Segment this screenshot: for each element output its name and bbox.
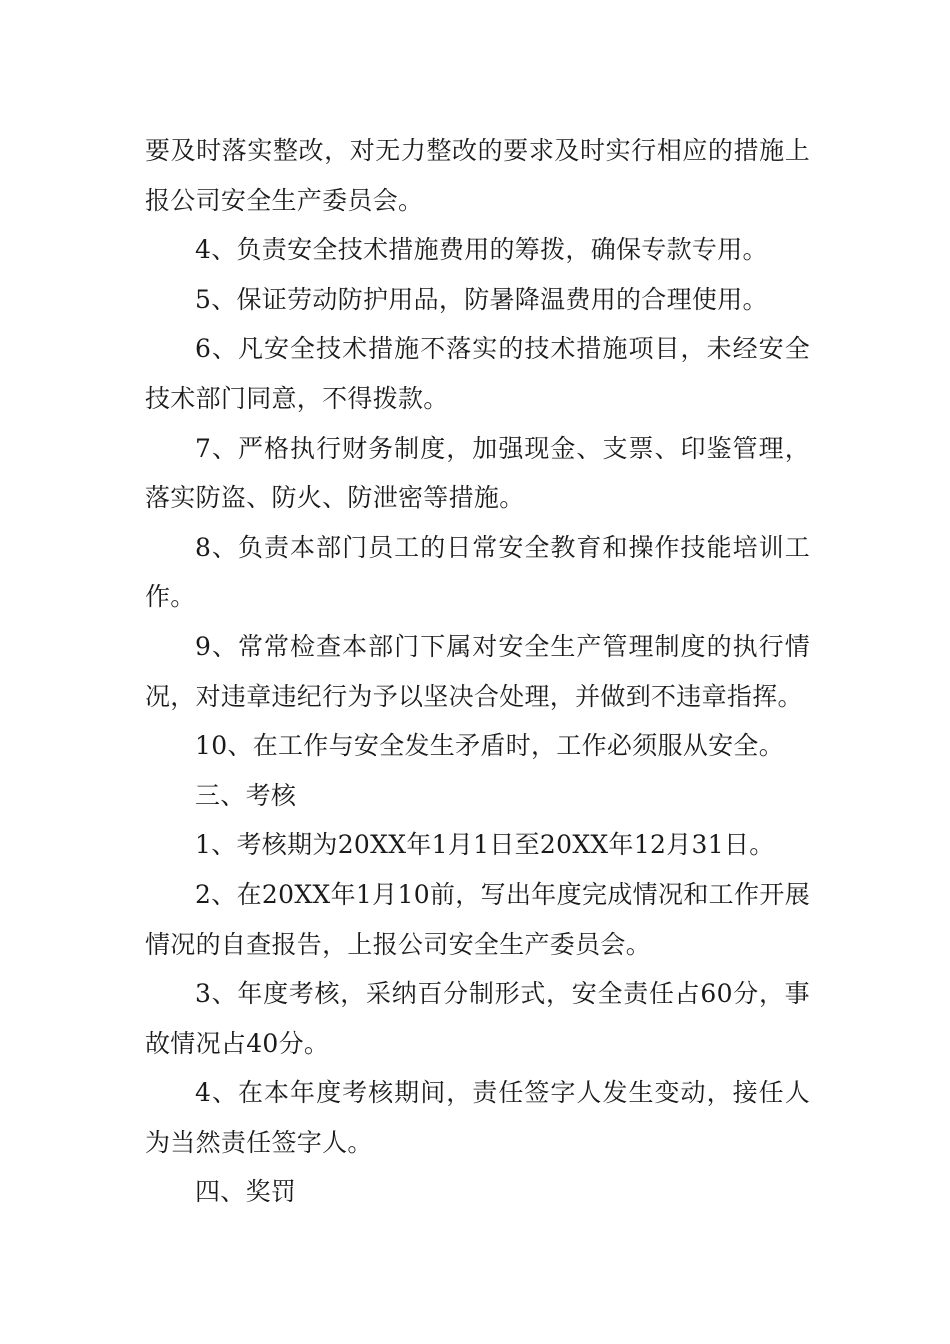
- paragraph-rectification-report: 要及时落实整改，对无力整改的要求及时实行相应的措施上报公司安全生产委员会。: [145, 136, 810, 215]
- paragraph-item-6-no-funding: 6、凡安全技术措施不落实的技术措施项目，未经安全技术部门同意，不得拨款。: [145, 334, 810, 413]
- paragraph-item-4-funding: 4、负责安全技术措施费用的筹拨，确保专款专用。: [195, 235, 768, 265]
- section-heading-rewards-penalties: 四、奖罚: [195, 1177, 297, 1207]
- paragraph-item-7-finance-rules: 7、严格执行财务制度，加强现金、支票、印鉴管理，落实防盗、防火、防泄密等措施。: [145, 433, 810, 513]
- paragraph-assessment-1-period: 1、考核期为20XX年1月1日至20XX年12月31日。: [195, 830, 775, 860]
- section-heading-assessment: 三、考核: [195, 780, 297, 810]
- paragraph-assessment-2-self-report: 2、在20XX年1月10前，写出年度完成情况和工作开展情况的自查报告，上报公司安全生产委员会。: [145, 879, 810, 959]
- paragraph-item-9-inspection: 9、常常检查本部门下属对安全生产管理制度的执行情况，对违章违纪行为予以坚决合处理，并做到不违章指挥。: [145, 631, 810, 711]
- paragraph-item-5-protective-supplies: 5、保证劳动防护用品，防暑降温费用的合理使用。: [195, 284, 768, 314]
- paragraph-assessment-4-signatory: 4、在本年度考核期间，责任签字人发生变动，接任人为当然责任签字人。: [145, 1078, 810, 1157]
- paragraph-item-8-training: 8、负责本部门员工的日常安全教育和操作技能培训工作。: [145, 532, 810, 612]
- paragraph-assessment-3-scoring: 3、年度考核，采纳百分制形式，安全责任占60分，事故情况占40分。: [145, 979, 810, 1058]
- document-body: [145, 126, 810, 1217]
- paragraph-item-10-safety-first: 10、在工作与安全发生矛盾时，工作必须服从安全。: [195, 731, 785, 761]
